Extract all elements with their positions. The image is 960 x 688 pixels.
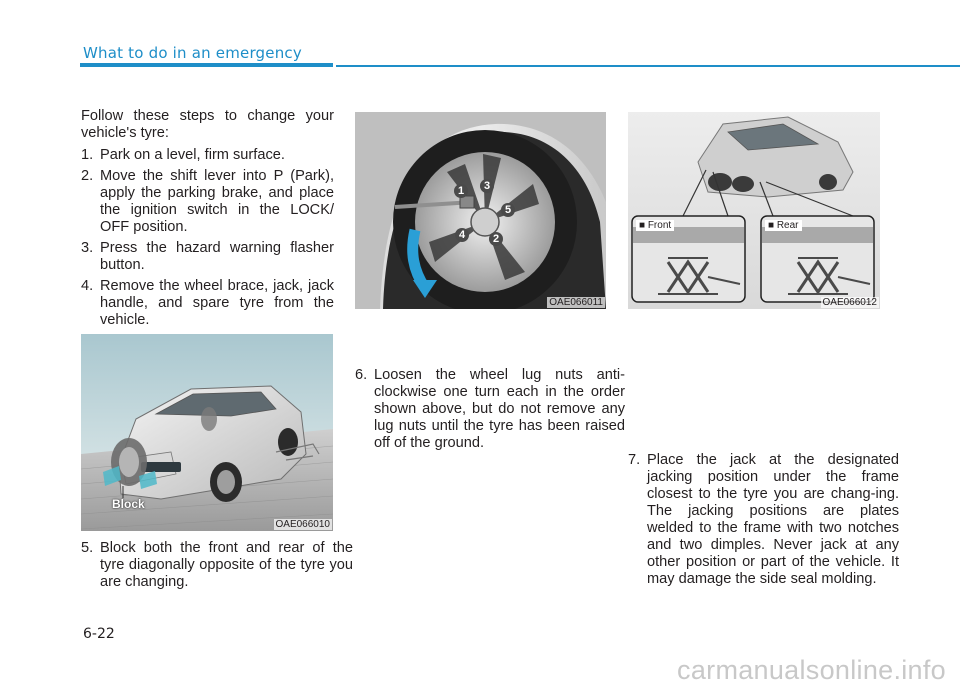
jacking-illustration (628, 112, 880, 309)
step-number: 2. (81, 168, 94, 184)
lug-number-1: 1 (454, 184, 468, 198)
step-6 (355, 367, 625, 452)
step-text: Move the shift lever into P (Park), apply the parking brake, and place the ignition switch in the LOCK/ OFF position. (100, 168, 334, 235)
step-number: 6. (355, 367, 368, 383)
step-number: 5. (81, 540, 94, 556)
step-text: Block both the front and rear of the tyre diagonally opposite of the tyre you are changing. (100, 540, 353, 590)
wheel-illustration (355, 112, 606, 309)
list-item (81, 240, 334, 274)
figure-code: OAE066012 (822, 297, 877, 308)
header-rule-thick (80, 63, 333, 67)
section-title: What to do in an emergency (83, 44, 302, 62)
step-number: 7. (628, 452, 641, 468)
list-item (81, 278, 334, 329)
figure-jacking-positions (628, 112, 880, 309)
lug-number-5: 5 (501, 203, 515, 217)
steps-list (81, 147, 334, 329)
lug-number-3: 3 (480, 179, 494, 193)
block-label: Block (112, 497, 145, 511)
header-rule-thin (336, 65, 960, 67)
step-text: Press the hazard warning flasher button. (100, 240, 334, 273)
intro-text: Follow these steps to change your vehicle's tyre: (81, 108, 334, 141)
step-number: 4. (81, 278, 94, 294)
step-7 (628, 452, 899, 588)
lug-number-4: 4 (455, 228, 469, 242)
figure-car-block (81, 334, 333, 531)
lug-number-2: 2 (489, 232, 503, 246)
front-label: ■ Front (636, 220, 674, 231)
figure-wheel-lug-nuts (355, 112, 606, 309)
figure-code: OAE066010 (275, 519, 330, 530)
step-text: Park on a level, firm surface. (100, 147, 285, 163)
step-5 (81, 540, 353, 591)
list-item (81, 147, 334, 164)
watermark: carmanualsonline.info (677, 655, 946, 685)
step-text: Loosen the wheel lug nuts anti-clockwise one turn each in the order shown above, but do not remove any lug nuts until the tyre has been raised off of the ground. (374, 367, 625, 451)
list-item (81, 168, 334, 236)
figure-code: OAE066011 (549, 297, 603, 308)
intro-steps-block (81, 108, 334, 333)
step-text: Remove the wheel brace, jack, jack handle, and spare tyre from the vehicle. (100, 278, 334, 328)
step-text: Place the jack at the designated jacking position under the frame closest to the tyre you are chang-ing. The jacking positions are plates welded to the frame with two notches and two dimples. Never jack at any other position or part of the vehicle. It may damage the side seal molding. (647, 452, 899, 587)
page-number: 6-22 (83, 626, 115, 642)
rear-label: ■ Rear (765, 220, 802, 231)
step-number: 3. (81, 240, 94, 256)
step-number: 1. (81, 147, 94, 163)
